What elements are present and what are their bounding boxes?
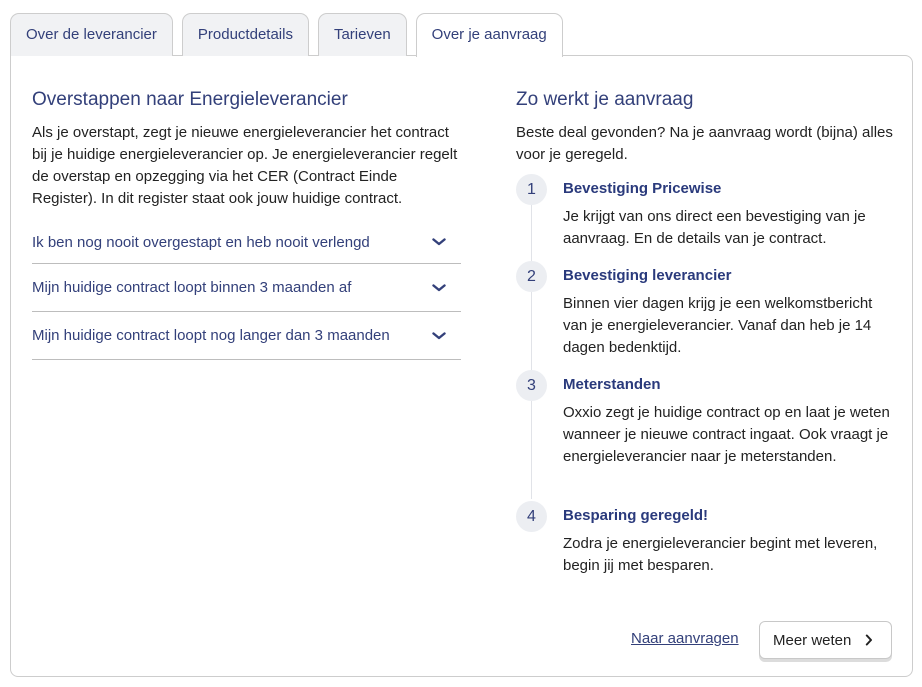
accordion-item-never-switched[interactable] [32,221,461,264]
accordion-item-within-3-months[interactable] [32,264,461,312]
meer-weten-button[interactable] [759,621,892,659]
step-description: Binnen vier dagen krijg je een welkomstbericht van je energieleverancier. Vanaf dan heb je 14 dagen bedenktijd. [563,295,873,356]
step-title: Meterstanden [563,376,661,393]
steps-list [516,179,896,577]
step-number: 1 [516,174,547,205]
chevron-down-icon [429,284,449,292]
meer-weten-button-label: Meer weten [773,631,852,649]
step-item [516,375,896,506]
how-it-works-section [516,89,896,577]
naar-aanvragen-link[interactable]: Naar aanvragen [631,630,739,647]
step-number: 3 [516,370,547,401]
accordion-item-label: Mijn huidige contract loopt binnen 3 maanden af [32,279,352,296]
switch-title: Overstappen naar Energieleverancier [32,89,348,110]
accordion-item-label: Mijn huidige contract loopt nog langer dan 3 maanden [32,327,390,344]
switch-intro-text: Als je overstapt, zegt je nieuwe energieleverancier het contract bij je huidige energieleverancier op. Je energieleverancier regelt de overstap en opzegging via het CER (Contract Einde Register). In dit register staat ook jouw huidige contract. [32,124,458,207]
step-number: 4 [516,501,547,532]
step-item [516,179,896,266]
tab-productdetails[interactable]: Productdetails [182,13,309,56]
accordion [32,221,461,360]
tab-panel [10,55,913,677]
tab-bar [10,13,572,56]
chevron-down-icon [429,238,449,246]
chevron-down-icon [429,332,449,340]
switch-info-section [32,89,462,360]
chevron-right-icon [865,634,873,646]
step-description: Oxxio zegt je huidige contract op en laat je weten wanneer je nieuwe contract ingaat. Ook vraagt je energieleverancier naar je meterstanden. [563,404,890,465]
step-item [516,506,896,577]
tab-tarieven[interactable]: Tarieven [318,13,407,56]
how-it-works-title: Zo werkt je aanvraag [516,89,694,110]
step-number: 2 [516,261,547,292]
accordion-item-longer-than-3-months[interactable] [32,312,461,360]
step-item [516,266,896,375]
step-title: Bevestiging Pricewise [563,180,722,197]
step-title: Besparing geregeld! [563,507,709,524]
tab-over-je-aanvraag[interactable]: Over je aanvraag [416,13,563,57]
accordion-item-label: Ik ben nog nooit overgestapt en heb nooit verlengd [32,233,370,251]
step-description: Je krijgt van ons direct een bevestiging van je aanvraag. En de details van je contract. [563,208,866,247]
step-title: Bevestiging leverancier [563,267,732,284]
how-it-works-intro: Beste deal gevonden? Na je aanvraag wordt (bijna) alles voor je geregeld. [516,124,893,163]
tab-over-de-leverancier[interactable]: Over de leverancier [10,13,173,56]
step-description: Zodra je energieleverancier begint met leveren, begin jij met besparen. [563,535,878,574]
